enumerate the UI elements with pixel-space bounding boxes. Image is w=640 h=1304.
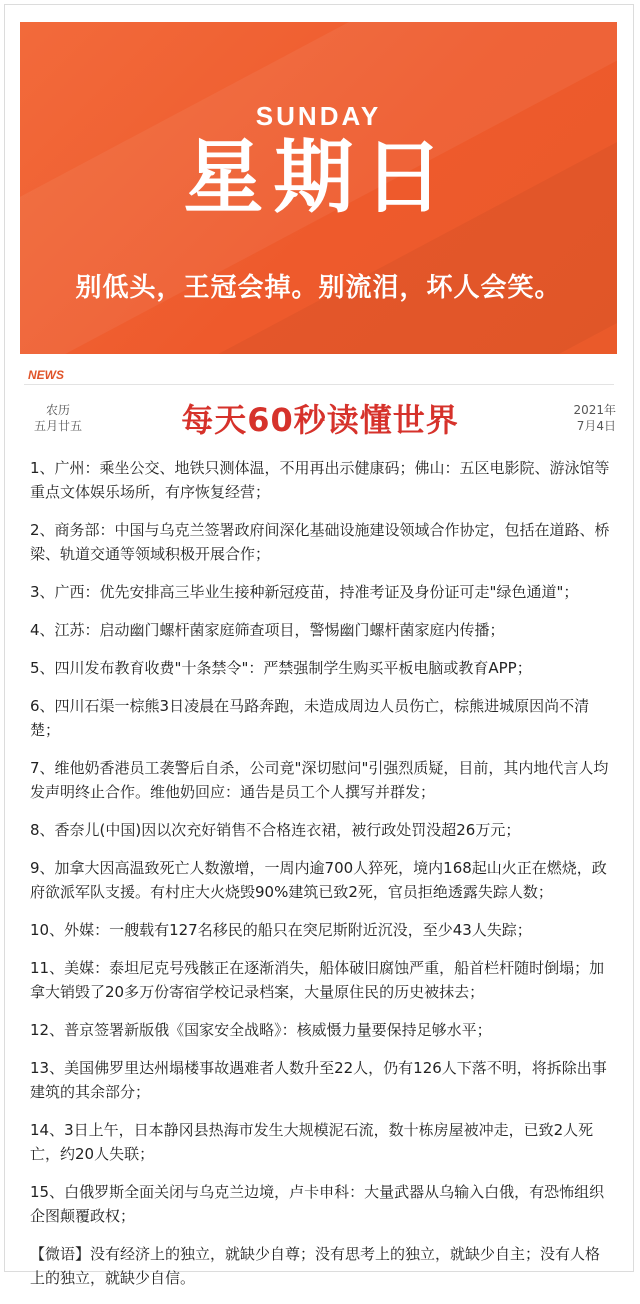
news-item: 14、3日上午，日本静冈县热海市发生大规模泥石流，数十栋房屋被冲走，已致2人死亡，约20人失联；	[30, 1121, 594, 1163]
banner-title: 星期日	[183, 131, 454, 224]
news-item: 7、维他奶香港员工袭警后自杀，公司竟"深切慰问"引强烈质疑，目前，其内地代言人均发声明终止合作。维他奶回应：通告是员工个人撰写并群发；	[30, 759, 609, 801]
weiyu-quote: 【微语】没有经济上的独立，就缺少自尊；没有思考上的独立，就缺少自主；没有人格上的独立，就缺少自信。	[30, 1245, 601, 1287]
lunar-day: 五月廿五	[33, 419, 82, 433]
lunar-label: 农历	[45, 403, 70, 417]
page-title: 每天60秒读懂世界	[181, 401, 459, 439]
date-year: 2021年	[573, 403, 616, 417]
news-item: 13、美国佛罗里达州塌楼事故遇难者人数升至22人，仍有126人下落不明，将拆除出事建筑的其余部分；	[30, 1059, 607, 1101]
news-item: 6、四川石渠一棕熊3日凌晨在马路奔跑，未造成周边人员伤亡，棕熊进城原因尚不清楚；	[30, 697, 590, 739]
news-list	[30, 456, 614, 1304]
news-item: 1、广州：乘坐公交、地铁只测体温，不用再出示健康码；佛山：五区电影院、游泳馆等重点文体娱乐场所，有序恢复经营；	[30, 459, 610, 501]
news-item: 15、白俄罗斯全面关闭与乌克兰边境，卢卡申科：大量武器从乌输入白俄，有恐怖组织企图颠覆政权；	[30, 1183, 605, 1225]
news-tag: NEWS	[28, 368, 64, 382]
news-item: 2、商务部：中国与乌克兰签署政府间深化基础设施建设领域合作协定，包括在道路、桥梁、轨道交通等领域积极开展合作；	[30, 521, 610, 563]
sunday-banner	[20, 22, 617, 354]
news-item: 12、普京签署新版俄《国家安全战略》：核威慑力量要保持足够水平；	[30, 1021, 492, 1039]
news-item: 11、美媒：泰坦尼克号残骸正在逐渐消失，船体破旧腐蚀严重，船首栏杆随时倒塌；加拿大销毁了20多万份寄宿学校记录档案，大量原住民的历史被抹去；	[30, 959, 605, 1001]
gregorian-date	[546, 402, 616, 434]
news-item: 3、广西：优先安排高三毕业生接种新冠疫苗，持准考证及身份证可走"绿色通道"；	[30, 583, 579, 601]
header-divider	[24, 384, 614, 385]
banner-sunday-text: SUNDAY	[255, 101, 382, 131]
date-day: 7月4日	[576, 419, 616, 433]
banner-slogan: 别低头，王冠会掉。别流泪，坏人会笑。	[75, 273, 562, 303]
news-item: 9、加拿大因高温致死亡人数激增，一周内逾700人猝死，境内168起山火正在燃烧，政府欲派军队支援。有村庄大火烧毁90%建筑已致2死，官员拒绝透露失踪人数；	[30, 859, 607, 901]
news-item: 10、外媒：一艘载有127名移民的船只在突尼斯附近沉没，至少43人失踪；	[30, 921, 532, 939]
news-item: 8、香奈儿(中国)因以次充好销售不合格连衣裙，被行政处罚没超26万元；	[30, 821, 521, 839]
news-item: 4、江苏：启动幽门螺杆菌家庭筛查项目，警惕幽门螺杆菌家庭内传播；	[30, 621, 505, 639]
news-item: 5、四川发布教育收费"十条禁令"：严禁强制学生购买平板电脑或教育APP；	[30, 659, 532, 677]
